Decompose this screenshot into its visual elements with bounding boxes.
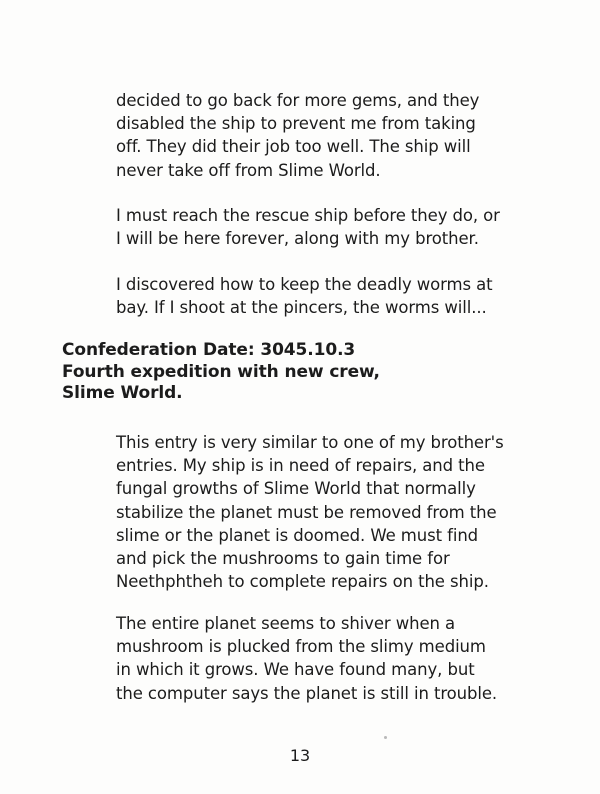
scan-speck bbox=[384, 736, 387, 739]
page-number: 13 bbox=[289, 746, 311, 765]
journal-paragraph: decided to go back for more gems, and they disabled the ship to prevent me from taking off. They did their job too well. The ship will never take off from Slime World. bbox=[116, 91, 480, 180]
journal-paragraph: This entry is very similar to one of my brother's entries. My ship is in need of repairs, and the fungal growths of Slime World that normally stabilize the planet must be removed from the slime or the planet is doomed. We must find and pick the mushrooms to gain time for Neethphtheh to complete repairs on the ship. bbox=[116, 433, 504, 592]
journal-paragraph: I must reach the rescue ship before they do, or I will be here forever, along with my brother. bbox=[116, 206, 500, 249]
entry-date: Confederation Date: 3045.10.3 bbox=[62, 340, 356, 360]
entry-heading bbox=[62, 340, 522, 405]
entry-location: Slime World. bbox=[62, 383, 183, 403]
journal-paragraph: I discovered how to keep the deadly worms at bay. If I shoot at the pincers, the worms will... bbox=[116, 275, 493, 318]
entry-expedition: Fourth expedition with new crew, bbox=[62, 361, 380, 382]
journal-paragraph: The entire planet seems to shiver when a mushroom is plucked from the slimy medium in which it grows. We have found many, but the computer says the planet is still in trouble. bbox=[116, 614, 498, 703]
